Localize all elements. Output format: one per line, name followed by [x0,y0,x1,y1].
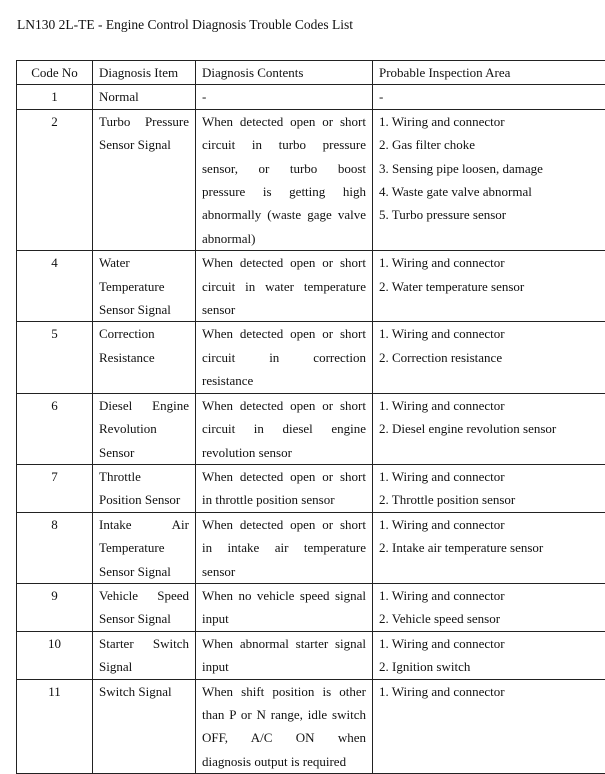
code-no-cell: 4 [17,251,93,322]
inspection-area-cell [373,251,605,322]
cell-line: When detected open or short [202,110,366,133]
diagnosis-contents-cell [196,464,373,512]
inspection-area-cell [373,464,605,512]
cell-line: sensor [202,298,366,321]
diagnosis-contents-cell [196,251,373,322]
cell-line: circuit in diesel engine [202,417,366,440]
cell-line: 1. Wiring and connector [379,632,599,655]
cell-line: 2. Vehicle speed sensor [379,607,599,630]
cell-line: Resistance [99,346,189,369]
header-diagnosis-contents: Diagnosis Contents [196,61,373,85]
diagnosis-contents-cell [196,393,373,464]
inspection-area-cell [373,631,605,679]
inspection-area-cell [373,583,605,631]
cell-line: Diesel Engine [99,394,189,417]
cell-line: Signal [99,655,189,678]
table-row [17,393,605,464]
table-row [17,512,605,583]
cell-line: Correction [99,322,189,345]
header-code-no: Code No [17,61,93,85]
diagnosis-contents-cell [196,85,373,109]
cell-line: Starter Switch [99,632,189,655]
cell-line: abnormal) [202,227,366,250]
diagnosis-item-cell [93,322,196,393]
diagnosis-contents-cell [196,679,373,774]
cell-line: When abnormal starter signal [202,632,366,655]
table-row [17,322,605,393]
inspection-area-cell [373,85,605,109]
inspection-area-cell [373,393,605,464]
cell-line: 1. Wiring and connector [379,465,599,488]
code-no-cell: 2 [17,109,93,250]
cell-line: 2. Intake air temperature sensor [379,536,599,559]
cell-line: Intake Air [99,513,189,536]
cell-line: Water [99,251,189,274]
inspection-area-cell [373,679,605,774]
diagnosis-item-cell [93,464,196,512]
cell-line: 2. Ignition switch [379,655,599,678]
cell-line: Turbo Pressure [99,110,189,133]
table-row [17,85,605,109]
cell-line: When detected open or short [202,394,366,417]
cell-line: sensor [202,560,366,583]
diagnosis-contents-cell [196,583,373,631]
diagnosis-item-cell [93,109,196,250]
table-row [17,464,605,512]
diagnosis-item-cell [93,512,196,583]
cell-line: Normal [99,85,189,108]
code-no-cell: 5 [17,322,93,393]
cell-line: 3. Sensing pipe loosen, damage [379,157,599,180]
cell-line: - [379,85,599,108]
table-header-row [17,61,605,85]
cell-line: Sensor Signal [99,607,189,630]
diagnosis-contents-cell [196,631,373,679]
cell-line: When detected open or short [202,322,366,345]
cell-line: than P or N range, idle switch [202,703,366,726]
trouble-codes-table [16,60,605,774]
cell-line: circuit in correction [202,346,366,369]
cell-line: in throttle position sensor [202,488,366,511]
cell-line: 1. Wiring and connector [379,680,599,703]
cell-line: - [202,85,366,108]
cell-line: input [202,655,366,678]
cell-line: When detected open or short [202,465,366,488]
diagnosis-item-cell [93,679,196,774]
inspection-area-cell [373,512,605,583]
cell-line: Revolution [99,417,189,440]
table-row [17,583,605,631]
cell-line: 1. Wiring and connector [379,322,599,345]
cell-line: diagnosis output is required [202,750,366,773]
table-row [17,679,605,774]
cell-line: 1. Wiring and connector [379,251,599,274]
document-title: LN130 2L-TE - Engine Control Diagnosis Trouble Codes List [17,17,353,33]
cell-line: circuit in turbo pressure [202,133,366,156]
cell-line: 2. Throttle position sensor [379,488,599,511]
cell-line: 2. Correction resistance [379,346,599,369]
code-no-cell: 7 [17,464,93,512]
cell-line: When detected open or short [202,513,366,536]
cell-line: 1. Wiring and connector [379,513,599,536]
cell-line: in intake air temperature [202,536,366,559]
table-row [17,631,605,679]
table-row [17,109,605,250]
cell-line: 1. Wiring and connector [379,394,599,417]
diagnosis-contents-cell [196,512,373,583]
cell-line: 4. Waste gate valve abnormal [379,180,599,203]
cell-line: 1. Wiring and connector [379,110,599,133]
code-no-cell: 11 [17,679,93,774]
cell-line: abnormally (waste gage valve [202,203,366,226]
code-no-cell: 10 [17,631,93,679]
inspection-area-cell [373,109,605,250]
cell-line: OFF, A/C ON when [202,726,366,749]
cell-line: input [202,607,366,630]
cell-line: 1. Wiring and connector [379,584,599,607]
cell-line: sensor, or turbo boost [202,157,366,180]
code-no-cell: 8 [17,512,93,583]
cell-line: 2. Diesel engine revolution sensor [379,417,599,440]
cell-line: Sensor Signal [99,298,189,321]
diagnosis-item-cell [93,393,196,464]
diagnosis-item-cell [93,583,196,631]
header-diagnosis-item: Diagnosis Item [93,61,196,85]
cell-line: Throttle [99,465,189,488]
cell-line: Sensor Signal [99,133,189,156]
cell-line: 2. Water temperature sensor [379,275,599,298]
cell-line: circuit in water temperature [202,275,366,298]
cell-line: When shift position is other [202,680,366,703]
table-row [17,251,605,322]
cell-line: Vehicle Speed [99,584,189,607]
cell-line: 5. Turbo pressure sensor [379,203,599,226]
cell-line: Switch Signal [99,680,189,703]
diagnosis-contents-cell [196,322,373,393]
cell-line: When no vehicle speed signal [202,584,366,607]
cell-line: Temperature [99,536,189,559]
header-inspection-area: Probable Inspection Area [373,61,605,85]
cell-line: Sensor [99,441,189,464]
code-no-cell: 1 [17,85,93,109]
cell-line: 2. Gas filter choke [379,133,599,156]
diagnosis-item-cell [93,631,196,679]
code-no-cell: 9 [17,583,93,631]
cell-line: Temperature [99,275,189,298]
code-no-cell: 6 [17,393,93,464]
diagnosis-item-cell [93,85,196,109]
inspection-area-cell [373,322,605,393]
diagnosis-item-cell [93,251,196,322]
cell-line: Position Sensor [99,488,189,511]
cell-line: revolution sensor [202,441,366,464]
diagnosis-contents-cell [196,109,373,250]
cell-line: pressure is getting high [202,180,366,203]
cell-line: When detected open or short [202,251,366,274]
cell-line: resistance [202,369,366,392]
cell-line: Sensor Signal [99,560,189,583]
